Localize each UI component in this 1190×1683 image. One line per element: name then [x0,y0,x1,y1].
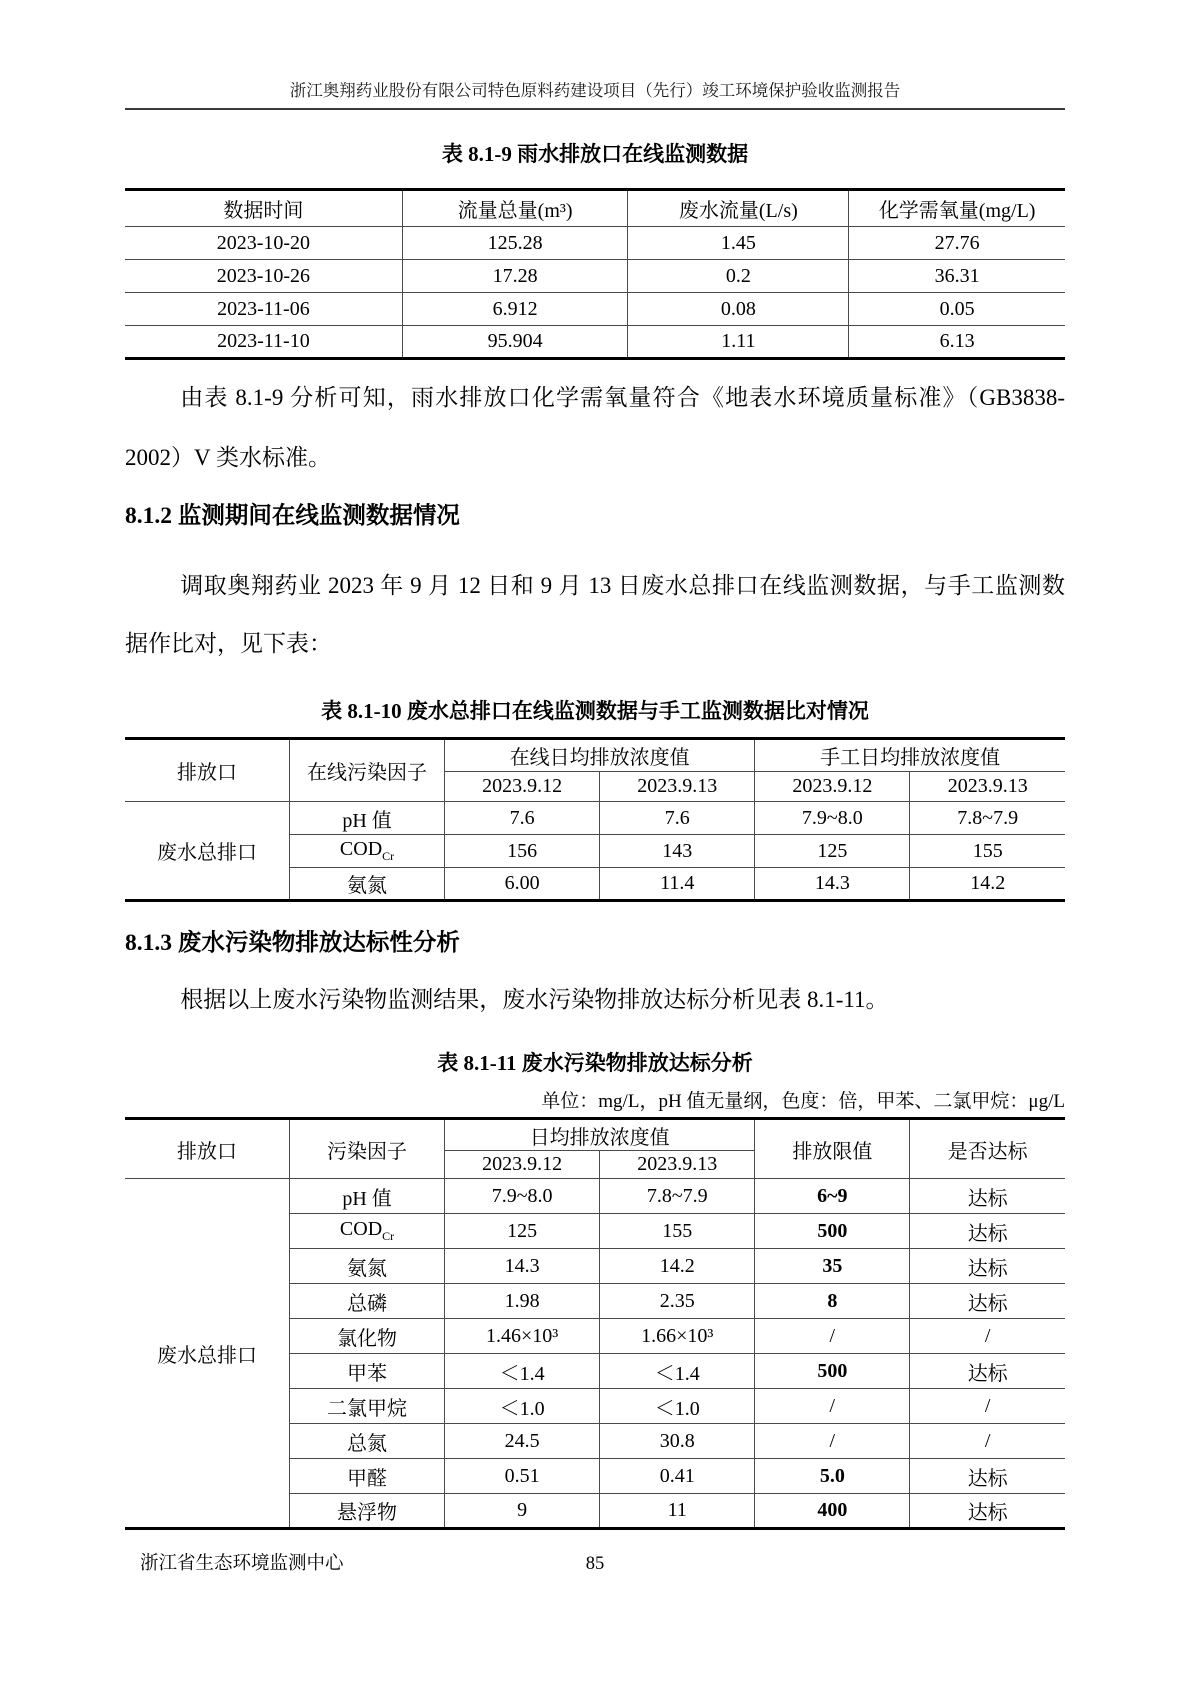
table-cell: 氯化物 [290,1319,445,1354]
column-header: 在线污染因子 [290,739,445,802]
table-cell: 2023-10-20 [125,227,402,260]
compliance-cell: / [910,1319,1065,1354]
table-cell: 17.28 [402,260,628,293]
table-cell: 氨氮 [290,1249,445,1284]
compliance-cell: 达标 [910,1459,1065,1494]
table10-title: 表 8.1-10 废水总排口在线监测数据与手工监测数据比对情况 [321,699,869,723]
table-online-vs-manual-comparison [125,737,1065,902]
column-header: 2023.9.13 [600,772,755,802]
table-cell [290,835,445,868]
column-header: 2023.9.13 [910,772,1065,802]
column-header: 排放口 [125,739,290,802]
limit-cell: / [755,1319,910,1354]
column-header: 2023.9.13 [600,1151,755,1179]
table-cell: 125 [755,835,910,868]
limit-cell: 6~9 [755,1179,910,1214]
limit-cell: / [755,1424,910,1459]
column-group-header: 在线日均排放浓度值 [445,739,755,772]
compliance-cell: 达标 [910,1284,1065,1319]
table-cell: 7.9~8.0 [755,802,910,835]
table9-title: 表 8.1-9 雨水排放口在线监测数据 [441,142,749,166]
table-cell: 7.6 [445,802,600,835]
table11-title: 表 8.1-11 废水污染物排放达标分析 [437,1051,753,1075]
table-cell: 7.9~8.0 [445,1179,600,1214]
compliance-cell: / [910,1424,1065,1459]
table-header-row [125,190,1065,227]
column-header: 污染因子 [290,1119,445,1179]
column-header: 化学需氧量(mg/L) [849,190,1065,227]
table-cell: 7.8~7.9 [600,1179,755,1214]
table-row [125,802,1065,835]
table-cell: 24.5 [445,1424,600,1459]
limit-cell: 8 [755,1284,910,1319]
table-wastewater-compliance-analysis [125,1117,1065,1530]
table-cell: 11 [600,1494,755,1529]
paragraph-online-data-intro: 调取奥翔药业 2023 年 9 月 12 日和 9 月 13 日废水总排口在线监测数据，与手工监测数据作比对，见下表： [125,573,1065,656]
limit-cell: 5.0 [755,1459,910,1494]
table-cell: 9 [445,1494,600,1529]
table-cell: 1.46×10³ [445,1319,600,1354]
table-cell: 155 [910,835,1065,868]
table-cell: 二氯甲烷 [290,1389,445,1424]
table-cell: 11.4 [600,868,755,901]
column-header: 排放限值 [755,1119,910,1179]
pollutant-subscript: Cr [382,849,395,863]
table-cell: 1.66×10³ [600,1319,755,1354]
column-header: 2023.9.12 [445,1151,600,1179]
table-cell: 0.2 [628,260,849,293]
column-group-header: 手工日均排放浓度值 [755,739,1065,772]
limit-cell: / [755,1389,910,1424]
pollutant-subscript: Cr [382,1229,395,1243]
compliance-cell: 达标 [910,1249,1065,1284]
table-cell: 甲醛 [290,1459,445,1494]
unit-note: 单位：mg/L，pH 值无量纲，色度：倍，甲苯、二氯甲烷：μg/L [541,1091,1065,1112]
table-cell: 27.76 [849,227,1065,260]
compliance-cell: 达标 [910,1179,1065,1214]
column-header: 流量总量(m³) [402,190,628,227]
table-row [125,1179,1065,1214]
table-cell: 14.3 [445,1249,600,1284]
table-cell: 125 [445,1214,600,1249]
compliance-cell: 达标 [910,1494,1065,1529]
page-number: 85 [585,1554,605,1574]
table-cell: pH 值 [290,1179,445,1214]
table-cell: 总磷 [290,1284,445,1319]
table-cell: 2023-11-10 [125,326,402,359]
limit-cell: 400 [755,1494,910,1529]
table-row [125,260,1065,293]
paragraph-rainwater-analysis: 由表 8.1-9 分析可知，雨水排放口化学需氧量符合《地表水环境质量标准》（GB3838-2002）V 类水标准。 [125,385,1065,470]
table-row [125,326,1065,359]
table-cell: 6.912 [402,293,628,326]
table-cell: 30.8 [600,1424,755,1459]
table-cell: 156 [445,835,600,868]
table-cell: 14.2 [910,868,1065,901]
footer-organization: 浙江省生态环境监测中心 [140,1554,344,1574]
table-header-row [125,1119,1065,1151]
outlet-cell: 废水总排口 [125,1179,290,1529]
table-cell: 125.28 [402,227,628,260]
table-cell: ＜1.4 [600,1354,755,1389]
table-cell: pH 值 [290,802,445,835]
column-header: 2023.9.12 [445,772,600,802]
table-cell: 6.13 [849,326,1065,359]
outlet-cell: 废水总排口 [125,802,290,901]
column-header: 是否达标 [910,1119,1065,1179]
table-cell: 155 [600,1214,755,1249]
table-cell: 总氮 [290,1424,445,1459]
compliance-cell: / [910,1389,1065,1424]
table-cell [290,1214,445,1249]
paragraph-compliance-intro: 根据以上废水污染物监测结果，废水污染物排放达标分析见表 8.1-11。 [180,987,889,1012]
table-cell: 1.11 [628,326,849,359]
table-row [125,293,1065,326]
report-title: 浙江奥翔药业股份有限公司特色原料药建设项目（先行）竣工环境保护验收监测报告 [125,80,1065,110]
section-heading-8-1-2: 8.1.2 监测期间在线监测数据情况 [125,503,460,529]
table-cell: 0.51 [445,1459,600,1494]
table-cell: ＜1.0 [600,1389,755,1424]
table-cell: 0.41 [600,1459,755,1494]
table-header-row [125,739,1065,772]
table-rainwater-outlet-monitoring [125,188,1065,360]
column-header: 数据时间 [125,190,402,227]
limit-cell: 35 [755,1249,910,1284]
compliance-cell: 达标 [910,1354,1065,1389]
table-cell: 0.05 [849,293,1065,326]
table-cell: 悬浮物 [290,1494,445,1529]
table-cell: 14.3 [755,868,910,901]
table-cell: ＜1.4 [445,1354,600,1389]
table-cell: 6.00 [445,868,600,901]
table-cell: 14.2 [600,1249,755,1284]
table-cell: 2023-10-26 [125,260,402,293]
table-cell: 1.98 [445,1284,600,1319]
table-cell: 143 [600,835,755,868]
column-header: 废水流量(L/s) [628,190,849,227]
table-row [125,227,1065,260]
table-cell: 2023-11-06 [125,293,402,326]
column-header: 排放口 [125,1119,290,1179]
table-cell: 1.45 [628,227,849,260]
table-cell: 2.35 [600,1284,755,1319]
section-heading-8-1-3: 8.1.3 废水污染物排放达标性分析 [125,930,460,956]
pollutant-name: COD [339,1218,383,1240]
column-header: 2023.9.12 [755,772,910,802]
limit-cell: 500 [755,1214,910,1249]
pollutant-name: COD [339,838,383,860]
table-cell: ＜1.0 [445,1389,600,1424]
table-cell: 36.31 [849,260,1065,293]
table-cell: 7.6 [600,802,755,835]
table-cell: 甲苯 [290,1354,445,1389]
table-cell: 0.08 [628,293,849,326]
compliance-cell: 达标 [910,1214,1065,1249]
page-header [125,0,1065,110]
table-cell: 7.8~7.9 [910,802,1065,835]
column-group-header: 日均排放浓度值 [445,1119,755,1151]
limit-cell: 500 [755,1354,910,1389]
table-cell: 95.904 [402,326,628,359]
table-cell: 氨氮 [290,868,445,901]
